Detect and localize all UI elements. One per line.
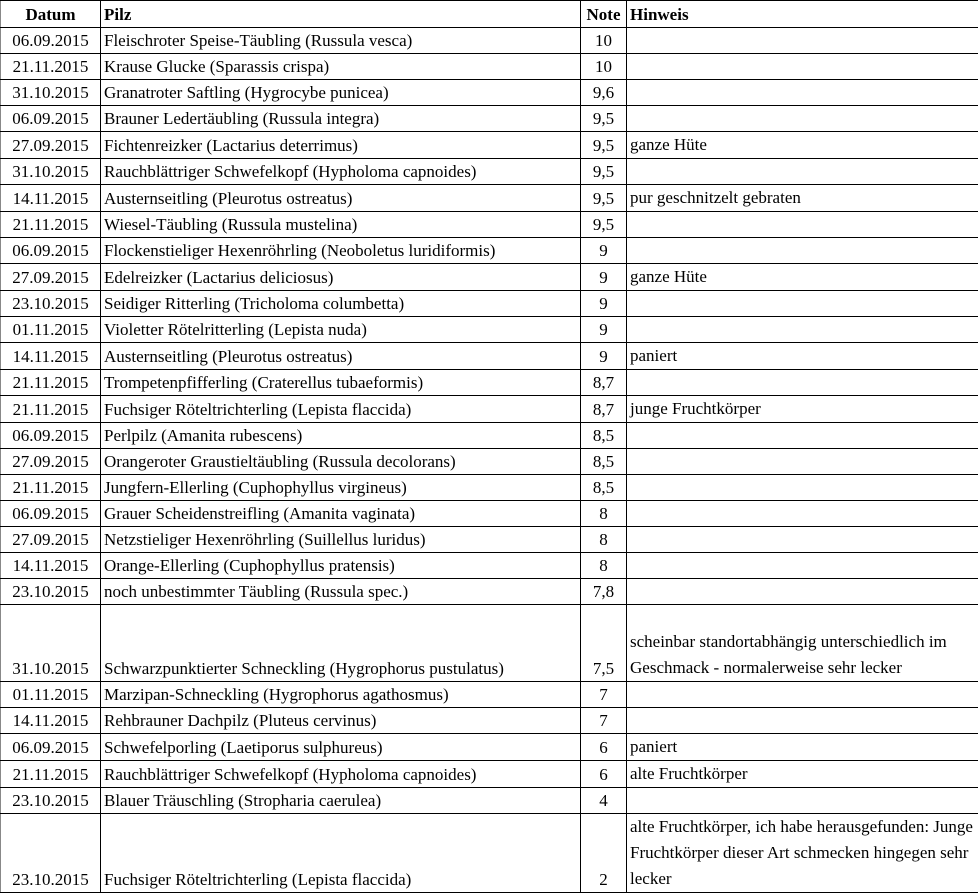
- cell-mushroom: Flockenstieliger Hexenröhrling (Neoboletus luridiformis): [101, 238, 581, 264]
- table-row: [1, 28, 978, 54]
- cell-rating: 9,5: [581, 106, 627, 132]
- cell-note: [627, 682, 978, 708]
- cell-mushroom: noch unbestimmter Täubling (Russula spec.): [101, 579, 581, 605]
- cell-date: 31.10.2015: [1, 605, 101, 682]
- cell-rating: 10: [581, 28, 627, 54]
- cell-date: 23.10.2015: [1, 291, 101, 317]
- cell-mushroom: Fichtenreizker (Lactarius deterrimus): [101, 132, 581, 159]
- cell-note: pur geschnitzelt gebraten: [627, 185, 978, 212]
- cell-mushroom: Blauer Träuschling (Stropharia caerulea): [101, 788, 581, 814]
- cell-mushroom: Marzipan-Schneckling (Hygrophorus agathosmus): [101, 682, 581, 708]
- cell-note: junge Fruchtkörper: [627, 396, 978, 423]
- cell-mushroom: Rehbrauner Dachpilz (Pluteus cervinus): [101, 708, 581, 734]
- cell-mushroom: Orange-Ellerling (Cuphophyllus pratensis): [101, 553, 581, 579]
- cell-date: 21.11.2015: [1, 370, 101, 396]
- table-row: [1, 734, 978, 761]
- table-row: [1, 761, 978, 788]
- table-row: [1, 788, 978, 814]
- cell-rating: 9: [581, 291, 627, 317]
- cell-rating: 9: [581, 317, 627, 343]
- cell-mushroom: Netzstieliger Hexenröhrling (Suillellus luridus): [101, 527, 581, 553]
- cell-date: 31.10.2015: [1, 80, 101, 106]
- table-row: [1, 449, 978, 475]
- header-mushroom: Pilz: [101, 1, 581, 28]
- table-row: [1, 343, 978, 370]
- cell-mushroom: Fleischroter Speise-Täubling (Russula vesca): [101, 28, 581, 54]
- cell-mushroom: Schwefelporling (Laetiporus sulphureus): [101, 734, 581, 761]
- cell-rating: 9: [581, 343, 627, 370]
- cell-date: 27.09.2015: [1, 132, 101, 159]
- cell-note: [627, 449, 978, 475]
- cell-date: 21.11.2015: [1, 396, 101, 423]
- cell-mushroom: Grauer Scheidenstreifling (Amanita vaginata): [101, 501, 581, 527]
- cell-date: 21.11.2015: [1, 761, 101, 788]
- table-row: [1, 185, 978, 212]
- cell-note: scheinbar standortabhängig unterschiedlich im Geschmack - normalerweise sehr lecker: [627, 605, 978, 682]
- cell-date: 23.10.2015: [1, 788, 101, 814]
- cell-date: 06.09.2015: [1, 28, 101, 54]
- cell-mushroom: Wiesel-Täubling (Russula mustelina): [101, 212, 581, 238]
- cell-note: [627, 28, 978, 54]
- cell-date: 27.09.2015: [1, 449, 101, 475]
- cell-rating: 8: [581, 501, 627, 527]
- cell-rating: 8,5: [581, 475, 627, 501]
- cell-mushroom: Violetter Rötelritterling (Lepista nuda): [101, 317, 581, 343]
- cell-note: [627, 80, 978, 106]
- table-row: [1, 370, 978, 396]
- table-row: [1, 264, 978, 291]
- table-row: [1, 317, 978, 343]
- cell-note: [627, 579, 978, 605]
- cell-rating: 8,5: [581, 449, 627, 475]
- table-row: [1, 605, 978, 682]
- table-row: [1, 132, 978, 159]
- table-body: [1, 28, 978, 893]
- cell-mushroom: Rauchblättriger Schwefelkopf (Hypholoma capnoides): [101, 159, 581, 185]
- cell-mushroom: Granatroter Saftling (Hygrocybe punicea): [101, 80, 581, 106]
- cell-rating: 7,8: [581, 579, 627, 605]
- cell-note: [627, 54, 978, 80]
- cell-mushroom: Edelreizker (Lactarius deliciosus): [101, 264, 581, 291]
- cell-rating: 4: [581, 788, 627, 814]
- cell-rating: 8,7: [581, 396, 627, 423]
- cell-date: 21.11.2015: [1, 54, 101, 80]
- cell-date: 31.10.2015: [1, 159, 101, 185]
- table-row: [1, 501, 978, 527]
- cell-note: [627, 501, 978, 527]
- cell-note: [627, 423, 978, 449]
- cell-note: alte Fruchtkörper: [627, 761, 978, 788]
- cell-note: paniert: [627, 343, 978, 370]
- cell-rating: 6: [581, 734, 627, 761]
- table-row: [1, 527, 978, 553]
- table-row: [1, 579, 978, 605]
- table-row: [1, 396, 978, 423]
- cell-note: ganze Hüte: [627, 264, 978, 291]
- table-row: [1, 212, 978, 238]
- cell-rating: 7,5: [581, 605, 627, 682]
- cell-date: 06.09.2015: [1, 106, 101, 132]
- cell-rating: 9: [581, 264, 627, 291]
- table-row: [1, 291, 978, 317]
- table-row: [1, 553, 978, 579]
- cell-note: [627, 708, 978, 734]
- cell-mushroom: Perlpilz (Amanita rubescens): [101, 423, 581, 449]
- cell-rating: 10: [581, 54, 627, 80]
- table-row: [1, 423, 978, 449]
- table-row: [1, 80, 978, 106]
- cell-date: 06.09.2015: [1, 238, 101, 264]
- cell-note: [627, 291, 978, 317]
- header-note: Hinweis: [627, 1, 978, 28]
- cell-rating: 9,5: [581, 132, 627, 159]
- cell-rating: 8,5: [581, 423, 627, 449]
- cell-rating: 9: [581, 238, 627, 264]
- cell-date: 14.11.2015: [1, 343, 101, 370]
- cell-date: 27.09.2015: [1, 264, 101, 291]
- header-rating: Note: [581, 1, 627, 28]
- cell-mushroom: Brauner Ledertäubling (Russula integra): [101, 106, 581, 132]
- table-row: [1, 682, 978, 708]
- cell-mushroom: Rauchblättriger Schwefelkopf (Hypholoma capnoides): [101, 761, 581, 788]
- cell-rating: 8: [581, 527, 627, 553]
- cell-mushroom: Austernseitling (Pleurotus ostreatus): [101, 343, 581, 370]
- cell-date: 23.10.2015: [1, 579, 101, 605]
- table-row: [1, 708, 978, 734]
- cell-mushroom: Schwarzpunktierter Schneckling (Hygrophorus pustulatus): [101, 605, 581, 682]
- cell-date: 01.11.2015: [1, 317, 101, 343]
- cell-rating: 9,5: [581, 212, 627, 238]
- table-row: [1, 54, 978, 80]
- cell-mushroom: Fuchsiger Röteltrichterling (Lepista flaccida): [101, 814, 581, 893]
- cell-date: 23.10.2015: [1, 814, 101, 893]
- cell-note: [627, 475, 978, 501]
- cell-note: ganze Hüte: [627, 132, 978, 159]
- cell-mushroom: Austernseitling (Pleurotus ostreatus): [101, 185, 581, 212]
- cell-note: [627, 212, 978, 238]
- header-date: Datum: [1, 1, 101, 28]
- cell-rating: 8,7: [581, 370, 627, 396]
- cell-mushroom: Trompetenpfifferling (Craterellus tubaeformis): [101, 370, 581, 396]
- cell-note: paniert: [627, 734, 978, 761]
- table-row: [1, 106, 978, 132]
- cell-date: 06.09.2015: [1, 423, 101, 449]
- cell-rating: 2: [581, 814, 627, 893]
- header-row: [1, 1, 978, 28]
- cell-date: 14.11.2015: [1, 708, 101, 734]
- cell-mushroom: Orangeroter Graustieltäubling (Russula decolorans): [101, 449, 581, 475]
- cell-rating: 6: [581, 761, 627, 788]
- cell-mushroom: Seidiger Ritterling (Tricholoma columbetta): [101, 291, 581, 317]
- cell-rating: 9,5: [581, 185, 627, 212]
- cell-note: [627, 527, 978, 553]
- cell-mushroom: Jungfern-Ellerling (Cuphophyllus virgineus): [101, 475, 581, 501]
- cell-rating: 7: [581, 708, 627, 734]
- cell-mushroom: Krause Glucke (Sparassis crispa): [101, 54, 581, 80]
- table-row: [1, 159, 978, 185]
- cell-note: [627, 370, 978, 396]
- cell-date: 06.09.2015: [1, 734, 101, 761]
- cell-date: 01.11.2015: [1, 682, 101, 708]
- cell-rating: 7: [581, 682, 627, 708]
- cell-mushroom: Fuchsiger Röteltrichterling (Lepista flaccida): [101, 396, 581, 423]
- cell-date: 27.09.2015: [1, 527, 101, 553]
- cell-rating: 8: [581, 553, 627, 579]
- table-row: [1, 475, 978, 501]
- cell-rating: 9,6: [581, 80, 627, 106]
- cell-date: 06.09.2015: [1, 501, 101, 527]
- cell-date: 21.11.2015: [1, 212, 101, 238]
- cell-note: [627, 238, 978, 264]
- cell-note: alte Fruchtkörper, ich habe herausgefunden: Junge Fruchtkörper dieser Art schmecken hingegen sehr lecker: [627, 814, 978, 893]
- table-row: [1, 814, 978, 893]
- cell-note: [627, 788, 978, 814]
- cell-note: [627, 317, 978, 343]
- cell-date: 21.11.2015: [1, 475, 101, 501]
- cell-rating: 9,5: [581, 159, 627, 185]
- cell-date: 14.11.2015: [1, 553, 101, 579]
- table-row: [1, 238, 978, 264]
- cell-note: [627, 553, 978, 579]
- cell-date: 14.11.2015: [1, 185, 101, 212]
- cell-note: [627, 159, 978, 185]
- cell-note: [627, 106, 978, 132]
